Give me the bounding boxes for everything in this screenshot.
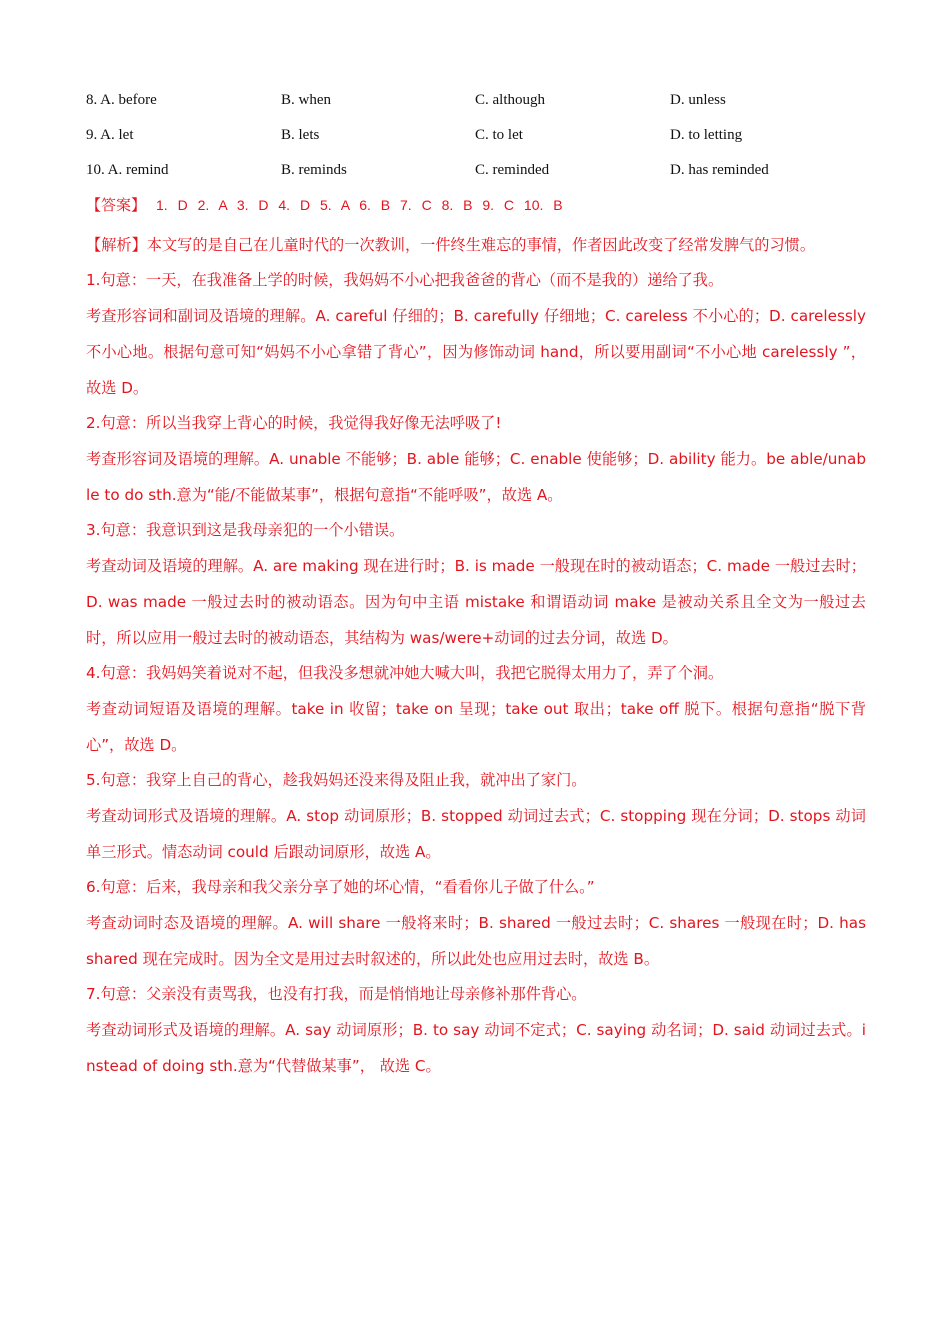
option-b: B. reminds: [281, 162, 347, 178]
explanation: 考查动词及语境的理解。A. are making 现在进行时；B. is made 一般现在时的被动语态；C. made 一般过去时；D. was made 一般过去时的被动语态。因为句中主语 mistake 和谓语动词 make 是被动关系且全文为一般过去时，所以应用一般过去时的被动语态，其结构为 was/were+动词的过去分词，故选 D。: [86, 557, 866, 647]
option-b: B. when: [281, 92, 331, 108]
option-d: D. has reminded: [670, 162, 769, 178]
option-d: D. unless: [670, 92, 726, 108]
option-a: 9. A. let: [86, 127, 134, 143]
option-row: [86, 88, 866, 123]
answer-options: [86, 88, 866, 193]
sentence-meaning: 3.句意：我意识到这是我母亲犯的一个小错误。: [86, 521, 405, 539]
explanation: 考查形容词及语境的理解。A. unable 不能够；B. able 能够；C. enable 使能够；D. ability 能力。be able/unable to do sth.意为“能/不能做某事”，根据句意指“不能呼吸”，故选 A。: [86, 450, 866, 504]
sentence-meaning: 2.句意：所以当我穿上背心的时候，我觉得我好像无法呼吸了!: [86, 414, 502, 432]
answer-key: [86, 193, 563, 217]
sentence-meaning: 1.句意：一天，在我准备上学的时候，我妈妈不小心把我爸爸的背心（而不是我的）递给了我。: [86, 271, 724, 289]
sentence-meaning: 4.句意：我妈妈笑着说对不起，但我没多想就冲她大喊大叫，我把它脱得太用力了，弄了个洞。: [86, 664, 724, 682]
option-a: 8. A. before: [86, 92, 157, 108]
explanation: 考查动词形式及语境的理解。A. stop 动词原形；B. stopped 动词过去式；C. stopping 现在分词；D. stops 动词单三形式。情态动词 could 后跟动词原形，故选 A。: [86, 807, 866, 861]
option-b: B. lets: [281, 127, 320, 143]
analysis-intro: 【解析】本文写的是自己在儿童时代的一次教训，一件终生难忘的事情，作者因此改变了经常发脾气的习惯。: [86, 236, 815, 254]
explanation: 考查动词形式及语境的理解。A. say 动词原形；B. to say 动词不定式；C. saying 动名词；D. said 动词过去式。instead of doing sth.意为“代替做某事”， 故选 C。: [86, 1021, 866, 1075]
explanation: 考查动词短语及语境的理解。take in 收留；take on 呈现；take out 取出；take off 脱下。根据句意指“脱下背心”，故选 D。: [86, 700, 866, 754]
sentence-meaning: 6.句意：后来，我母亲和我父亲分享了她的坏心情，“看看你儿子做了什么。”: [86, 878, 595, 896]
explanation: 考查形容词和副词及语境的理解。A. careful 仔细的；B. carefully 仔细地；C. careless 不小心的；D. carelessly 不小心地。根据句意可知“妈妈不小心拿错了背心”，因为修饰动词 hand，所以要用副词“不小心地 carelessly ”，故选 D。: [86, 307, 866, 397]
option-c: C. reminded: [475, 162, 550, 178]
answer-values: 1. D 2. A 3. D 4. D 5. A 6. B 7. C 8. B 9. C 10. B: [156, 197, 563, 213]
explanation: 考查动词时态及语境的理解。A. will share 一般将来时；B. shared 一般过去时；C. shares 一般现在时；D. has shared 现在完成时。因为全文是用过去时叙述的，所以此处也应用过去时，故选 B。: [86, 914, 866, 968]
analysis-section: [86, 227, 866, 1084]
sentence-meaning: 7.句意：父亲没有责骂我，也没有打我，而是悄悄地让母亲修补那件背心。: [86, 985, 587, 1003]
option-d: D. to letting: [670, 127, 743, 143]
answer-label: 【答案】: [86, 196, 147, 214]
option-a: 10. A. remind: [86, 162, 169, 178]
option-c: C. to let: [475, 127, 523, 143]
option-row: [86, 123, 866, 158]
option-c: C. although: [475, 92, 545, 108]
option-row: [86, 158, 866, 193]
sentence-meaning: 5.句意：我穿上自己的背心，趁我妈妈还没来得及阻止我，就冲出了家门。: [86, 771, 587, 789]
